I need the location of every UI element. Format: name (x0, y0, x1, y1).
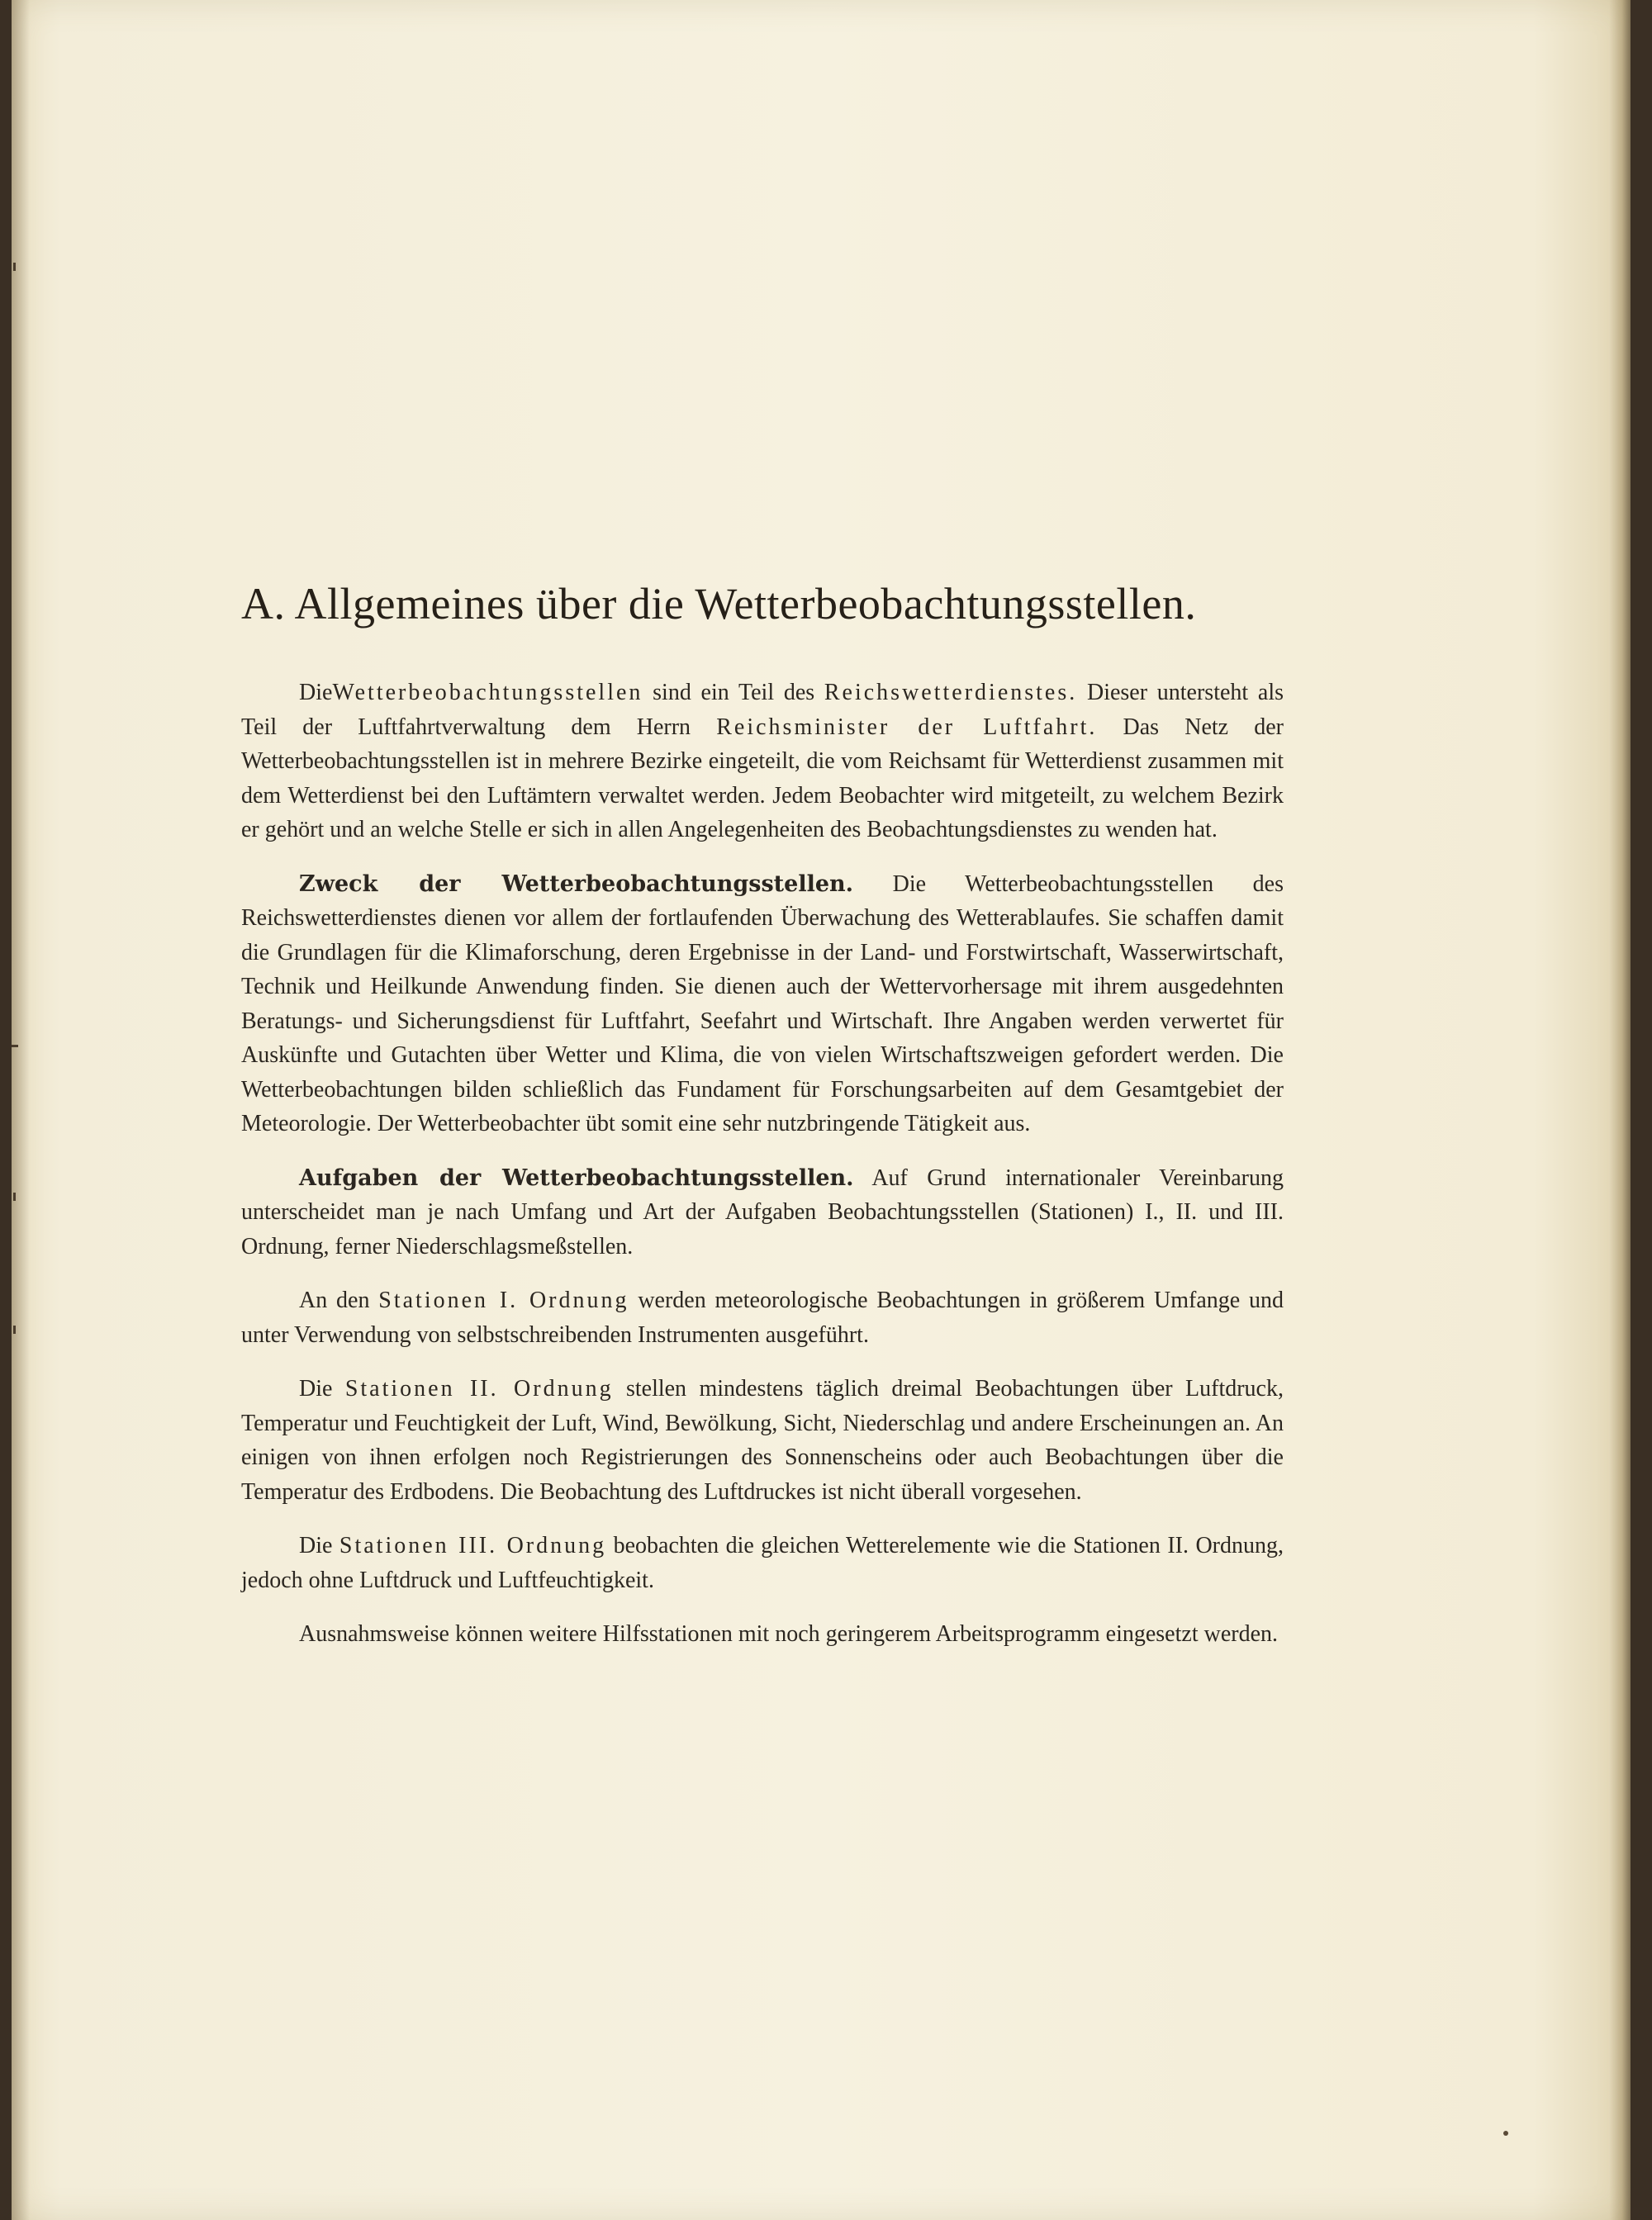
p2-rest: Die Wetterbeobachtungsstellen des Reichswetterdienstes dienen vor allem der fortlaufenden Überwachung des Wetterablaufes. Sie schaffen damit die Grundlagen für die Klimaforschung, deren Ergebnisse in der Land- und Forstwirtschaft, Wasserwirtschaft, Technik und Heilkunde Anwendung finden. Sie dienen auch der Wettervorhersage mit ihrem ausgedehnten Beratungs- und Sicherungsdienst für Luftfahrt, Seefahrt und Wirtschaft. Ihre Angaben werden verwertet für Auskünfte und Gutachten über Wetter und Klima, die von vielen Wirtschaftszweigen gefordert werden. Die Wetterbeobachtungen bilden schließlich das Fundament für Forschungsarbeiten auf dem Gesamtgebiet der Meteorologie. Der Wetterbeobachter übt somit eine sehr nutzbringende Tätigkeit aus. (241, 870, 1284, 1136)
paragraph-tasks (241, 1161, 1284, 1264)
p1-spaced-term-3: Reichsminister der Luftfahrt. (716, 714, 1098, 740)
p4-rest: werden meteorologische Beobachtungen in größerem Umfange und unter Verwendung von selbstschreibenden Instrumenten ausgeführt. (241, 1288, 1284, 1348)
paragraph-first-order (241, 1283, 1284, 1352)
section-heading: A. Allgemeines über die Wetterbeobachtungsstellen. (241, 579, 1197, 629)
p3-run-in-heading: Aufgaben der Wetterbeobachtungsstellen. (299, 1165, 854, 1191)
p5-rest: stellen mindestens täglich dreimal Beobachtungen über Luftdruck, Temperatur und Feuchtigkeit der Luft, Wind, Bewölkung, Sicht, Niederschlag und andere Erscheinungen an. An einigen von ihnen erfolgen noch Registrierungen des Sonnenscheins oder auch Beobachtungen über die Temperatur des Erdbodens. Die Beobachtung des Luftdruckes ist nicht überall vorgesehen. (241, 1376, 1284, 1505)
paragraph-second-order (241, 1372, 1284, 1509)
margin-mark (13, 1326, 16, 1334)
p6-spaced-term: Stationen III. Ordnung (339, 1533, 607, 1558)
paragraph-auxiliary: Ausnahmsweise können weitere Hilfsstationen mit noch geringerem Arbeitsprogramm eingesetzt werden. (299, 1621, 1278, 1647)
p3-rest: Auf Grund internationaler Vereinbarung unterscheidet man je nach Umfang und Art der Aufgaben Beobachtungsstellen (Stationen) I., II. und III. Ordnung, ferner Niederschlagsmeßstellen. (241, 1165, 1284, 1259)
p5-lead: Die (299, 1376, 345, 1402)
p2-run-in-heading: Zweck der Wetterbeobachtungsstellen. (299, 870, 854, 897)
paragraph-intro (241, 676, 1284, 847)
margin-mark (13, 1193, 16, 1201)
p1-mid: sind ein Teil des (643, 680, 824, 705)
p1-rest: Das Netz der Wetterbeobachtungsstellen ist in mehrere Bezirke eingeteilt, die vom Reichsamt für Wetterdienst zusammen mit dem Wetterdienst bei den Luftämtern verwaltet werden. Jedem Beobachter wird mitgeteilt, zu welchem Bezirk er gehört und an welche Stelle er sich in allen Angelegenheiten des Beobachtungsdienstes zu wenden hat. (241, 714, 1284, 842)
page-edge-shadow (1609, 0, 1631, 2220)
paper-speck (1503, 2131, 1508, 2136)
p6-lead: Die (299, 1533, 339, 1558)
p4-spaced-term: Stationen I. Ordnung (378, 1288, 629, 1313)
p6-rest: beobachten die gleichen Wetterelemente wie die Stationen II. Ordnung, jedoch ohne Luftdruck und Luftfeuchtigkeit. (241, 1533, 1284, 1593)
p4-lead: An den (299, 1288, 379, 1313)
margin-mark (13, 263, 16, 271)
page-content (241, 578, 1284, 1672)
p1-lead: Die (299, 680, 333, 705)
paragraph-third-order (241, 1529, 1284, 1597)
margin-mark (12, 1045, 18, 1047)
p5-spaced-term: Stationen II. Ordnung (344, 1376, 614, 1402)
binding-shadow (12, 0, 30, 2220)
paragraph-purpose (241, 867, 1284, 1141)
p1-mid-2: Dieser untersteht als Teil der Luftfahrtverwaltung dem Herrn (241, 680, 1284, 740)
p1-spaced-term-2: Reichswetterdienstes. (824, 680, 1078, 705)
document-page (12, 0, 1631, 2220)
p1-spaced-term: Wetterbeobachtungsstellen (332, 680, 643, 705)
